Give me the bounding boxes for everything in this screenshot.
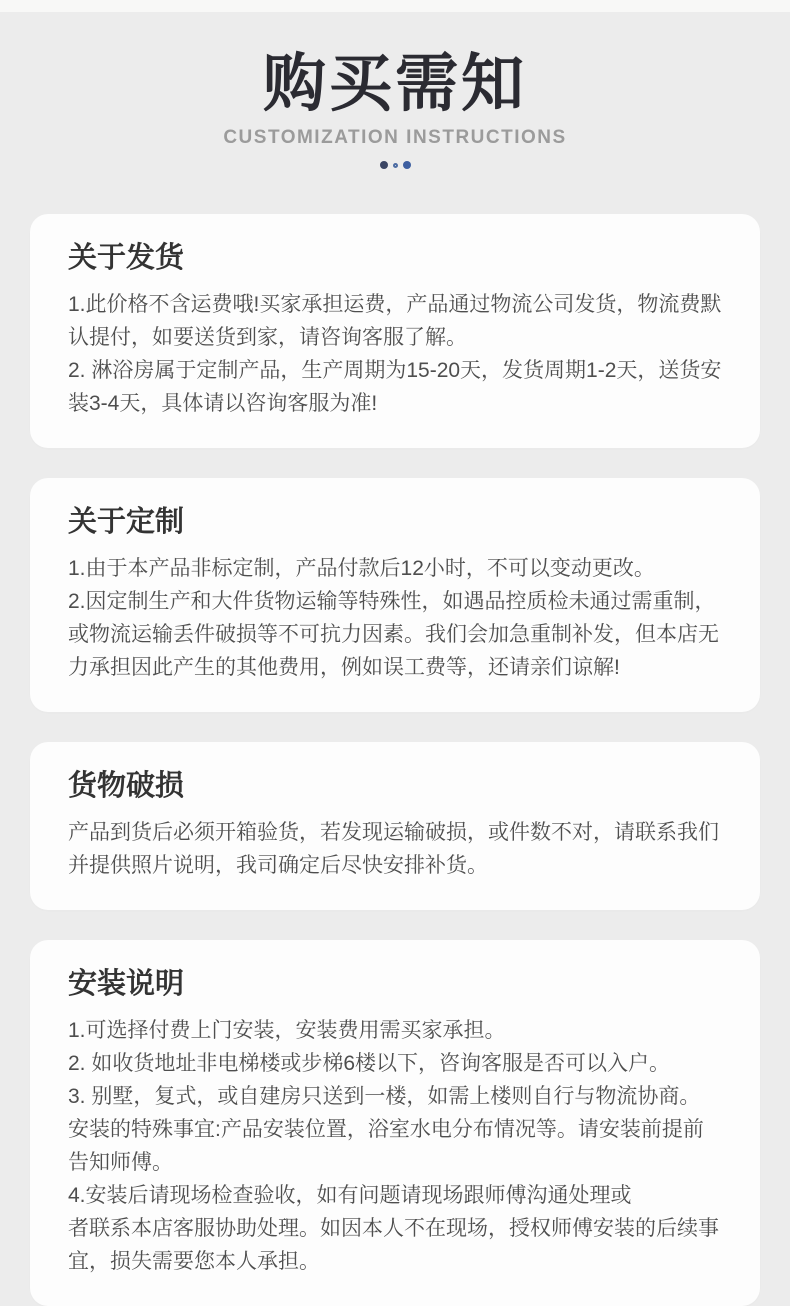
card-paragraph: 2. 淋浴房属于定制产品，生产周期为15-20天，发货周期1-2天，送货安装3-4天，具体请以咨询客服为准! [68,359,722,415]
page-subtitle: CUSTOMIZATION INSTRUCTIONS [223,127,567,148]
card-paragraph: 4.安装后请现场检查验收，如有问题请现场跟师傅沟通处理或 [68,1184,632,1207]
card-shipping [30,214,760,448]
card-paragraph: 者联系本店客服协助处理。如因本人不在现场，授权师傅安装的后续事宜，损失需要您本人承担。 [68,1217,719,1273]
card-paragraph: 1.此价格不含运费哦!买家承担运费，产品通过物流公司发货，物流费默认提付，如要送货到家，请咨询客服了解。 [68,293,722,349]
card-paragraph: 产品到货后必须开箱验货，若发现运输破损，或件数不对，请联系我们并提供照片说明，我司确定后尽快安排补货。 [68,821,719,877]
page-title: 购买需知 [263,49,527,119]
card-title: 货物破损 [68,770,185,802]
card-paragraph: 2. 如收货地址非电梯楼或步梯6楼以下，咨询客服是否可以入户。 [68,1052,671,1075]
notice-cards [0,214,790,1306]
card-paragraph: 1.可选择付费上门安装，安装费用需买家承担。 [68,1019,506,1042]
card-paragraph: 3. 别墅，复式，或自建房只送到一楼，如需上楼则自行与物流协商。 [68,1085,701,1108]
card-damage [30,742,760,910]
card-title: 安装说明 [68,968,185,1000]
pager-dots [0,160,790,170]
card-paragraph: 2.因定制生产和大件货物运输等特殊性，如遇品控质检未通过需重制，或物流运输丢件破损等不可抗力因素。我们会加急重制补发，但本店无力承担因此产生的其他费用，例如误工费等，还请亲们谅解! [68,590,719,679]
card-title: 关于发货 [68,242,185,274]
header [0,12,790,214]
card-title: 关于定制 [68,506,185,538]
dot-filled-icon [380,161,388,169]
card-paragraph: 1.由于本产品非标定制，产品付款后12小时，不可以变动更改。 [68,557,655,580]
dot-filled-icon [403,161,411,169]
card-paragraph: 安装的特殊事宜:产品安装位置，浴室水电分布情况等。请安装前提前告知师傅。 [68,1118,704,1174]
card-customization [30,478,760,712]
card-installation [30,940,760,1306]
top-strip [0,0,790,12]
dot-hollow-icon [393,163,398,168]
